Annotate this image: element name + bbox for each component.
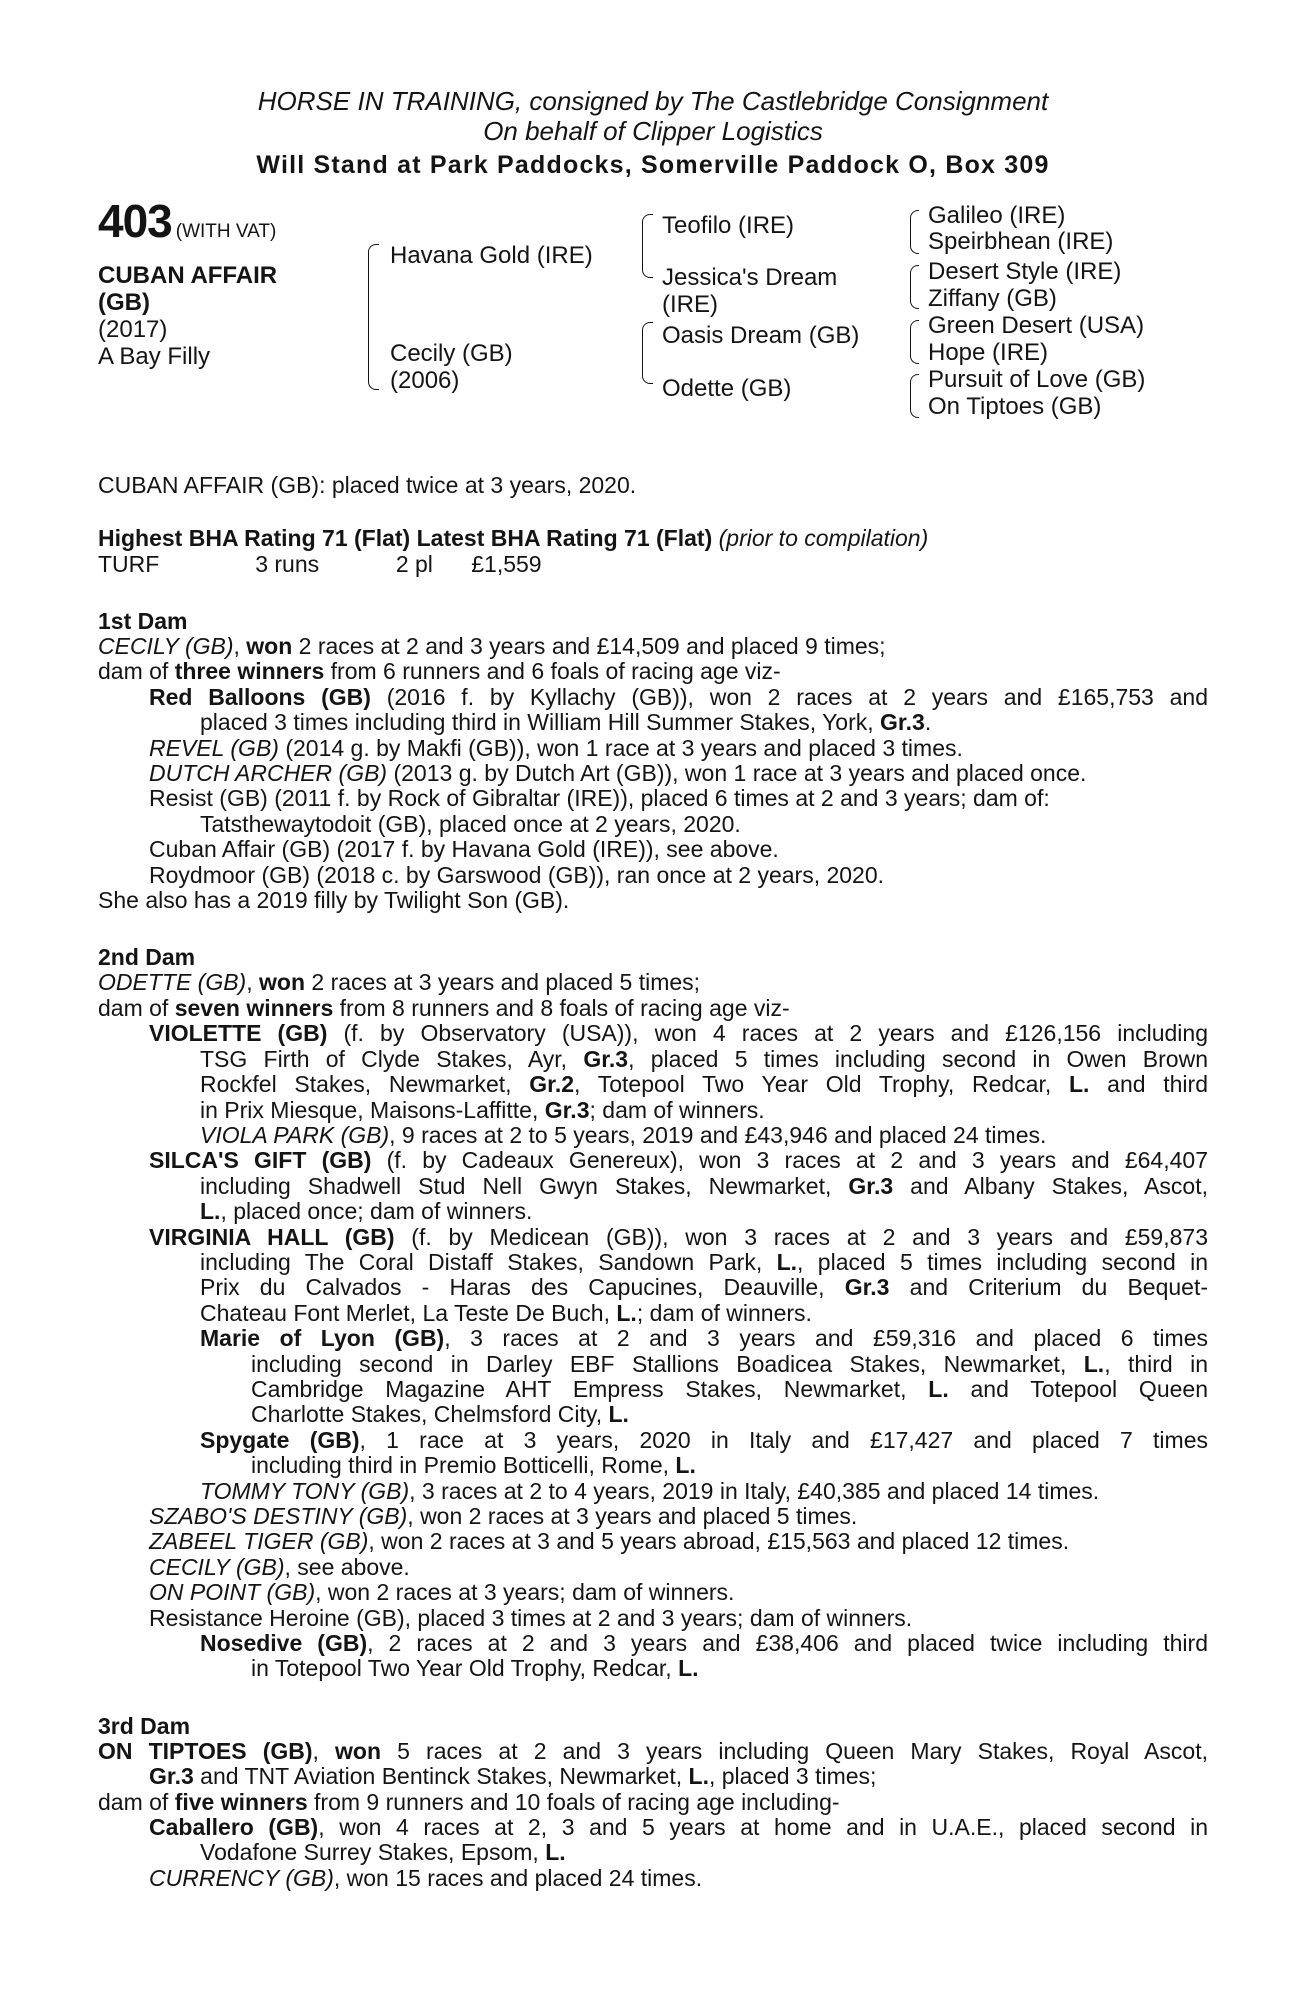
lot-number-row [98,195,277,247]
pedigree-sds: Desert Style (IRE) [928,258,1122,285]
dam-line: dam of seven winners from 8 runners and 8 foals of racing age viz- [98,994,790,1021]
pedigree-sd: Jessica's Dream [662,264,838,291]
pedigree-dsd: Hope (IRE) [928,339,1049,366]
produce-line: Cuban Affair (GB) (2017 f. by Havana Gold (IRE)), see above. [149,836,779,863]
produce-line: Red Balloons (GB) (2016 f. by Kyllachy (GB)), won 2 races at 2 years and £165,753 and [149,683,1208,710]
produce-line: ON POINT (GB), won 2 races at 3 years; dam of winners. [149,1579,735,1606]
horse-description: A Bay Filly [98,343,211,370]
pedigree-sire: Havana Gold (IRE) [390,242,593,269]
produce-line: VIOLETTE (GB) (f. by Observatory (USA)), won 4 races at 2 years and £126,156 including [149,1020,1208,1047]
pedigree-sdd: Ziffany (GB) [928,285,1057,312]
produce-line: placed 3 times including third in William Hill Summer Stakes, York, Gr.3. [200,709,932,736]
produce-line: L., placed once; dam of winners. [200,1198,533,1225]
pedigree-dss: Green Desert (USA) [928,312,1145,339]
produce-line: including The Coral Distaff Stakes, Sandown Park, L., placed 5 times including second in [200,1248,1208,1275]
sire-line-brace [642,214,653,278]
produce-line: Roydmoor (GB) (2018 c. by Garswood (GB)), ran once at 2 years, 2020. [149,861,885,888]
dam-line: CECILY (GB), won 2 races at 2 and 3 years and £14,509 and placed 9 times; [98,633,886,659]
runs: 3 runs [255,551,320,577]
pedigree-ds: Oasis Dream (GB) [662,322,860,349]
dam-line: dam of five winners from 9 runners and 10 foals of racing age including- [98,1788,840,1815]
produce-line: Vodafone Surrey Stakes, Epsom, L. [200,1839,566,1866]
produce-line: ZABEEL TIGER (GB), won 2 races at 3 and 5 years abroad, £15,563 and placed 12 times. [149,1528,1070,1555]
produce-line: in Prix Miesque, Maisons-Laffitte, Gr.3; dam of winners. [200,1096,765,1123]
second-dam-title: 2nd Dam [98,944,196,971]
sire-dam-brace [368,244,379,390]
vat-note: (WITH VAT) [175,221,277,242]
pedigree-ssd: Speirbhean (IRE) [928,228,1114,255]
rating-note: (prior to compilation) [718,525,929,551]
produce-line: CURRENCY (GB), won 15 races and placed 24 times. [149,1864,703,1891]
produce-line: Cambridge Magazine AHT Empress Stakes, Newmarket, L. and Totepool Queen [251,1375,1208,1402]
on-behalf-line: On behalf of Clipper Logistics [483,116,823,146]
pedigree-dd: Odette (GB) [662,375,792,402]
produce-line: TOMMY TONY (GB), 3 races at 2 to 4 years, 2019 in Italy, £40,385 and placed 14 times. [200,1477,1100,1504]
pedigree-dds: Pursuit of Love (GB) [928,366,1146,393]
earnings: £1,559 [471,551,542,577]
first-dam-title: 1st Dam [98,608,188,634]
ratings-line [98,525,1208,551]
pedigree-dam: Cecily (GB) [390,340,513,367]
produce-line: including third in Premio Botticelli, Rome, L. [251,1452,696,1479]
produce-line: Prix du Calvados - Haras des Capucines, Deauville, Gr.3 and Criterium du Bequet- [200,1274,1208,1301]
dam-line: Gr.3 and TNT Aviation Bentinck Stakes, Newmarket, L., placed 3 times; [149,1763,877,1790]
produce-line: DUTCH ARCHER (GB) (2013 g. by Dutch Art (GB)), won 1 race at 3 years and placed once. [149,760,1087,787]
dam-line-brace [642,322,653,384]
race-summary: CUBAN AFFAIR (GB): placed twice at 3 years, 2020. [98,472,637,498]
pedigree-ss: Teofilo (IRE) [662,212,795,239]
produce-line: Resistance Heroine (GB), placed 3 times at 2 and 3 years; dam of winners. [149,1604,913,1631]
horse-year: (2017) [98,316,168,343]
brace-3c [910,320,919,364]
pedigree-dam-year: (2006) [390,367,460,394]
horse-name-country: (GB) [98,289,150,316]
brace-3b [910,265,919,309]
consignor-line: HORSE IN TRAINING, consigned by The Castlebridge Consignment [257,86,1049,116]
produce-line: Tatsthewaytodoit (GB), placed once at 2 years, 2020. [200,810,741,837]
catalogue-page [98,86,1208,1891]
third-dam-title: 3rd Dam [98,1712,191,1739]
brace-3d [910,374,919,418]
produce-line: She also has a 2019 filly by Twilight Son (GB). [98,887,570,914]
produce-line: including Shadwell Stud Nell Gwyn Stakes, Newmarket, Gr.3 and Albany Stakes, Ascot, [200,1172,1208,1199]
placings: 2 pl [395,551,433,577]
produce-line: REVEL (GB) (2014 g. by Makfi (GB)), won 1 race at 3 years and placed 3 times. [149,734,963,761]
produce-line: Marie of Lyon (GB), 3 races at 2 and 3 years and £59,316 and placed 6 times [200,1325,1208,1352]
produce-line: VIOLA PARK (GB), 9 races at 2 to 5 years, 2019 and £43,946 and placed 24 times. [200,1121,1047,1148]
produce-line: TSG Firth of Clyde Stakes, Ayr, Gr.3, placed 5 times including second in Owen Brown [200,1045,1208,1072]
latest-rating: Latest BHA Rating 71 (Flat) [416,525,713,551]
produce-line: including second in Darley EBF Stallions Boadicea Stakes, Newmarket, L., third in [251,1350,1208,1377]
dam-line: ON TIPTOES (GB), won 5 races at 2 and 3 years including Queen Mary Stakes, Royal Ascot, [98,1737,1209,1764]
brace-3a [910,210,919,254]
produce-line: Nosedive (GB), 2 races at 2 and 3 years and £38,406 and placed twice including third [200,1630,1208,1657]
stabling-line: Will Stand at Park Paddocks, Somerville Paddock O, Box 309 [256,151,1050,179]
highest-rating: Highest BHA Rating 71 (Flat) [98,525,411,551]
produce-line: Rockfel Stakes, Newmarket, Gr.2, Totepool Two Year Old Trophy, Redcar, L. and third [200,1071,1208,1098]
produce-line: VIRGINIA HALL (GB) (f. by Medicean (GB)), won 3 races at 2 and 3 years and £59,873 [149,1223,1208,1250]
produce-line: in Totepool Two Year Old Trophy, Redcar, L. [251,1655,699,1682]
pedigree-ddd: On Tiptoes (GB) [928,393,1102,420]
produce-line: Caballero (GB), won 4 races at 2, 3 and 5 years at home and in U.A.E., placed second in [149,1814,1208,1841]
produce-line: Charlotte Stakes, Chelmsford City, L. [251,1401,629,1428]
pedigree-sd-country: (IRE) [662,291,718,318]
lot-number: 403 [98,195,172,247]
produce-line: CECILY (GB), see above. [149,1553,410,1580]
horse-name: CUBAN AFFAIR [98,262,278,289]
produce-line: Chateau Font Merlet, La Teste De Buch, L.; dam of winners. [200,1299,812,1326]
dam-line: ODETTE (GB), won 2 races at 3 years and placed 5 times; [98,969,701,996]
dam-line: dam of three winners from 6 runners and 6 foals of racing age viz- [98,658,781,685]
produce-line: SZABO'S DESTINY (GB), won 2 races at 3 years and placed 5 times. [149,1503,858,1529]
produce-line: SILCA'S GIFT (GB) (f. by Cadeaux Genereux), won 3 races at 2 and 3 years and £64,407 [149,1147,1208,1174]
turf-record [98,551,1208,577]
produce-line: Resist (GB) (2011 f. by Rock of Gibraltar (IRE)), placed 6 times at 2 and 3 years; dam of: [149,785,1050,812]
pedigree-sss: Galileo (IRE) [928,202,1066,229]
surface: TURF [98,551,160,577]
produce-line: Spygate (GB), 1 race at 3 years, 2020 in Italy and £17,427 and placed 7 times [200,1426,1208,1453]
pedigree-block [98,195,1208,448]
